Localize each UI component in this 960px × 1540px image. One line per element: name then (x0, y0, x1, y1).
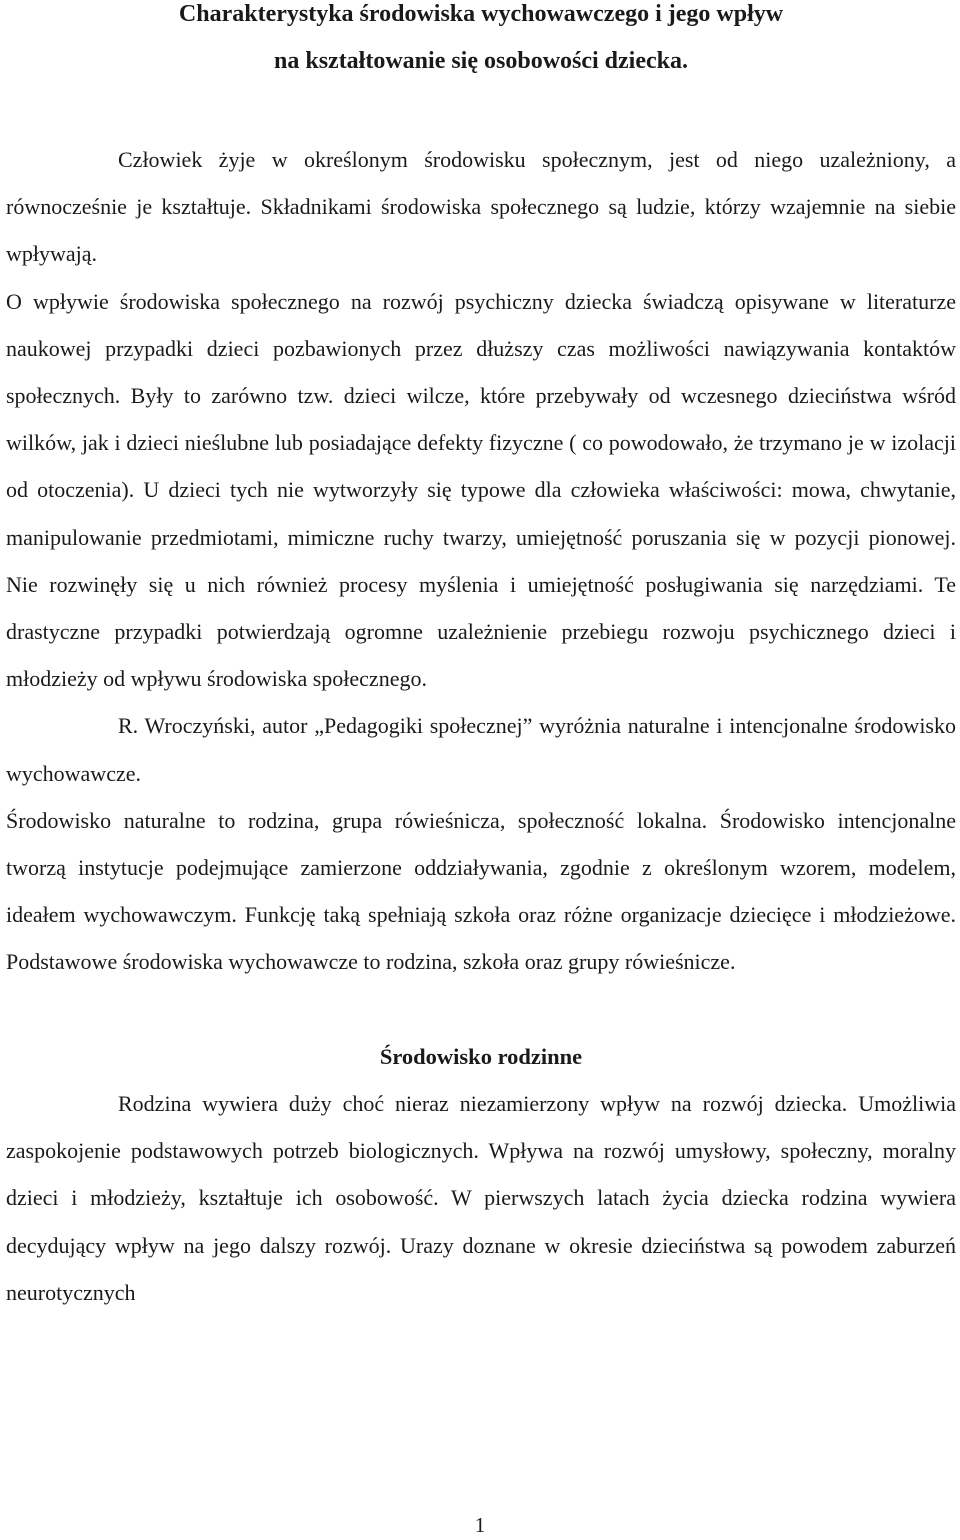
paragraph-1: Człowiek żyje w określonym środowisku społecznym, jest od niego uzależniony, a równocześnie je kształtuje. Składnikami środowiska społecznego są ludzie, którzy wzajemnie na siebie wpływają. (6, 147, 956, 267)
paragraph-4: Środowisko naturalne to rodzina, grupa rówieśnicza, społeczność lokalna. Środowisko intencjonalne tworzą instytucje podejmujące zamierzone oddziaływania, zgodnie z określonym wzorem, modelem, ideałem wychowawczym. Funkcję taką spełniają szkoła oraz różne organizacje dziecięce i młodzieżowe. Podstawowe środowiska wychowawcze to rodzina, szkoła oraz grupy rówieśnicze. (6, 807, 956, 975)
title-line-2: na kształtowanie się osobowości dziecka. (274, 48, 688, 74)
paragraph-3: R. Wroczyński, autor „Pedagogiki społecznej” wyróżnia naturalne i intencjonalne środowisko wychowawcze. (6, 713, 956, 786)
page-number: 1 (474, 1513, 486, 1537)
title-line-1: Charakterystyka środowiska wychowawczego i jego wpływ (178, 1, 784, 27)
document-body (6, 136, 956, 1316)
section-heading: Środowisko rodzinne (379, 1043, 583, 1069)
section-spacer (6, 986, 956, 1033)
section-paragraph: Rodzina wywiera duży choć nieraz niezamierzony wpływ na rozwój dziecka. Umożliwia zaspokojenie podstawowych potrzeb biologicznych. Wpływa na rozwój umysłowy, społeczny, moralny dzieci i młodzieży, kształtuje ich osobowość. W pierwszych latach życia dziecka rodzina wywiera decydujący wpływ na jego dalszy rozwój. Urazy doznane w okresie dzieciństwa są powodem zaburzeń neurotycznych (6, 1091, 956, 1305)
paragraph-2: O wpływie środowiska społecznego na rozwój psychiczny dziecka świadczą opisywane w literaturze naukowej przypadki dzieci pozbawionych przez dłuższy czas możliwości nawiązywania kontaktów społecznych. Były to zarówno tzw. dzieci wilcze, które przebywały od wczesnego dzieciństwa wśród wilków, jak i dzieci nieślubne lub posiadające defekty fizyczne ( co powodowało, że trzymano je w izolacji od otoczenia). U dzieci tych nie wytworzyły się typowe dla człowieka właściwości: mowa, chwytanie, manipulowanie przedmiotami, mimiczne ruchy twarzy, umiejętność poruszania się w pozycji pionowej. Nie rozwinęły się u nich również procesy myślenia i umiejętność posługiwania się narzędziami. Te drastyczne przypadki potwierdzają ogromne uzależnienie przebiegu rozwoju psychicznego dzieci i młodzieży od wpływu środowiska społecznego. (6, 288, 956, 692)
title (6, 0, 956, 85)
document-title (6, 0, 956, 85)
